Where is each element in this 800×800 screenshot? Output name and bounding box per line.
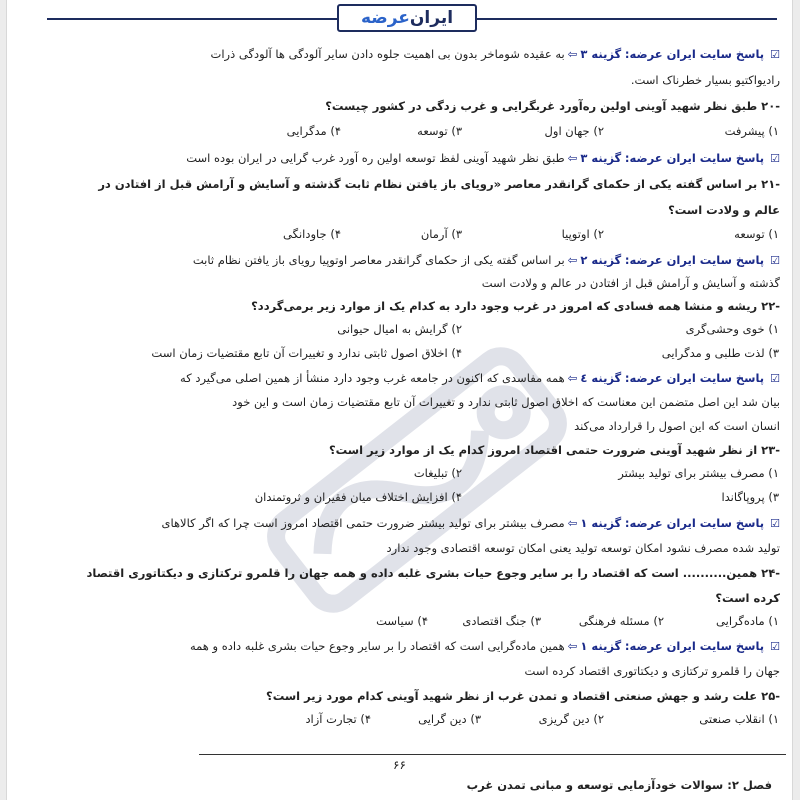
q20-option-3: ۳) توسعه (417, 124, 462, 138)
q25-option-3: ۳) دین گرایی (418, 712, 481, 726)
q20-option-2: ۲) جهان اول (544, 124, 604, 138)
answer-option: گزینه ٤ (580, 371, 622, 385)
checkbox-icon: ☑ (770, 372, 780, 385)
checkbox-icon: ☑ (770, 640, 780, 653)
answer-24-line-1 (33, 638, 780, 655)
answer-label: پاسخ سایت ایران عرضه: (624, 253, 765, 267)
q20-option-1: ۱) پیشرفت (724, 124, 779, 138)
answer-22-line-3: انسان است که این اصول را قرارداد می‌کند (574, 419, 780, 433)
checkbox-icon: ☑ (770, 254, 780, 267)
answer-23-line-2: تولید شده مصرف نشود امکان توسعه تولید یعنی امکان توسعه اقتصادی وجود ندارد (386, 541, 780, 555)
answer-19-line-1 (33, 46, 780, 63)
answer-label: پاسخ سایت ایران عرضه: (624, 47, 765, 61)
q25-option-2: ۲) دین گریزی (538, 712, 604, 726)
answer-option: گزینه ۳ (580, 47, 622, 61)
q21-option-3: ۳) آرمان (420, 227, 462, 241)
answer-option: گزینه ۲ (580, 253, 622, 267)
q24-option-4: ۴) سیاست (376, 614, 428, 628)
question-21-line-1: -۲۱ بر اساس گفته یکی از حکمای گرانقدر معاصر «رویای باز یافتن نظام ثابت گذشته و آسایش و آرامش قبل از افتادن در (98, 177, 780, 191)
q21-option-4: ۴) جاودانگی (283, 227, 341, 241)
q22-option-2: ۲) گرایش به امیال حیوانی (337, 322, 462, 336)
answer-option: گزینه ۱ (580, 639, 622, 653)
question-21-line-2: عالم و ولادت است؟ (668, 203, 780, 217)
q23-option-3: ۳) پروپاگاندا (721, 490, 779, 504)
arrow-left-icon: ⇦ (567, 516, 578, 530)
answer-21-line-2: گذشته و آسایش و آرامش قبل از افتادن در عالم و ولادت است (481, 276, 780, 290)
arrow-left-icon: ⇦ (567, 371, 578, 385)
q23-option-4: ۴) افزایش اختلاف میان فقیران و ثروتمندان (254, 490, 462, 504)
arrow-left-icon: ⇦ (567, 151, 578, 165)
answer-19-line-2: رادیواکتیو بسیار خطرناک است. (630, 73, 780, 87)
arrow-left-icon: ⇦ (567, 47, 578, 61)
answer-label: پاسخ سایت ایران عرضه: (624, 639, 765, 653)
answer-text: مصرف بیشتر برای تولید بیشتر ضرورت حتمی اقتصاد امروز است چرا که اگر کالاهای (161, 516, 565, 530)
arrow-left-icon: ⇦ (567, 253, 578, 267)
checkbox-icon: ☑ (770, 48, 780, 61)
answer-label: پاسخ سایت ایران عرضه: (624, 151, 765, 165)
q22-option-1: ۱) خوی وحشی‌گری (685, 322, 779, 336)
q25-option-1: ۱) انقلاب صنعتی (699, 712, 779, 726)
q25-option-4: ۴) تجارت آزاد (305, 712, 371, 726)
answer-20 (33, 150, 780, 167)
q22-option-3: ۳) لذت طلبی و مدگرایی (661, 346, 779, 360)
answer-21-line-1 (33, 252, 780, 269)
arrow-left-icon: ⇦ (567, 639, 578, 653)
q21-option-2: ۲) اوتوپیا (561, 227, 604, 241)
checkbox-icon: ☑ (770, 517, 780, 530)
chapter-title: فصل ۲: سوالات خودآزمایی توسعه و مبانی تمدن غرب (466, 778, 772, 792)
page-number: ۶۶ (393, 758, 406, 772)
q24-option-3: ۳) جنگ اقتصادی (462, 614, 541, 628)
answer-label: پاسخ سایت ایران عرضه: (624, 516, 765, 530)
answer-option: گزینه ۱ (580, 516, 622, 530)
answer-text: همه مفاسدی که اکنون در جامعه غرب وجود دارد منشأ از همین اصلی می‌گیرد که (180, 371, 565, 385)
answer-text: همین ماده‌گرایی است که اقتصاد را بر سایر وجوع حیات بشری غلبه داده و همه (189, 639, 565, 653)
answer-text: بر اساس گفته یکی از حکمای گرانقدر معاصر اوتوپیا رویای باز یافتن نظام ثابت (192, 253, 565, 267)
document-body (7, 0, 793, 760)
document-page (6, 0, 793, 800)
q23-option-2: ۲) تبلیغات (413, 466, 462, 480)
question-25: -۲۵ علت رشد و جهش صنعتی اقتصاد و تمدن غرب از نظر شهید آوینی کدام مورد زیر است؟ (266, 689, 780, 703)
answer-24-line-2: جهان را قلمرو ترکتازی و دیکتاتوری اقتصاد کرده است (524, 664, 780, 678)
q20-option-4: ۴) مدگرایی (286, 124, 341, 138)
answer-22-line-2: بیان شد این اصل متضمن این معناست که اخلاق اصول ثابتی ندارد و تغییرات آن تابع مقتضیات زمان است و این خود (232, 395, 780, 409)
answer-text: به عقیده شوماخر بدون بی اهمیت جلوه دادن سایر آلودگی ها آلودگی ذرات (210, 47, 565, 61)
q24-option-2: ۲) مسئله فرهنگی (578, 614, 664, 628)
q21-option-1: ۱) توسعه (734, 227, 779, 241)
q22-option-4: ۴) اخلاق اصول ثابتی ندارد و تغییرات آن تابع مقتضیات زمان است (151, 346, 462, 360)
q24-option-1: ۱) ماده‌گرایی (716, 614, 779, 628)
question-20: -۲۰ طبق نظر شهید آوینی اولین ره‌آورد غربگرایی و غرب زدگی در کشور چیست؟ (325, 99, 780, 113)
footer-rule (199, 754, 786, 755)
answer-label: پاسخ سایت ایران عرضه: (624, 371, 765, 385)
q23-option-1: ۱) مصرف بیشتر برای تولید بیشتر (618, 466, 779, 480)
answer-23-line-1 (33, 515, 780, 532)
question-24-line-2: کرده است؟ (715, 591, 780, 605)
question-24-line-1: -۲۴ همین.......... است که اقتصاد را بر سایر وجوع حیات بشری غلبه داده و همه جهان را قلمرو ترکتازی و دیکتاتوری اقتصاد (86, 566, 780, 580)
checkbox-icon: ☑ (770, 152, 780, 165)
question-22: -۲۲ ریشه و منشا همه فسادی که امروز در غرب وجود دارد به کدام یک از موارد زیر برمی‌گردد؟ (251, 299, 780, 313)
answer-text: طبق نظر شهید آوینی لفظ توسعه اولین ره آورد غرب گرایی در ایران بوده است (186, 151, 565, 165)
answer-22-line-1 (33, 370, 780, 387)
question-23: -۲۳ از نظر شهید آوینی ضرورت حتمی اقتصاد امروز کدام یک از موارد زیر است؟ (328, 443, 780, 457)
answer-option: گزینه ۳ (580, 151, 622, 165)
logo-text-accent: عرضه (360, 8, 410, 28)
logo-text: ایران (409, 8, 454, 28)
